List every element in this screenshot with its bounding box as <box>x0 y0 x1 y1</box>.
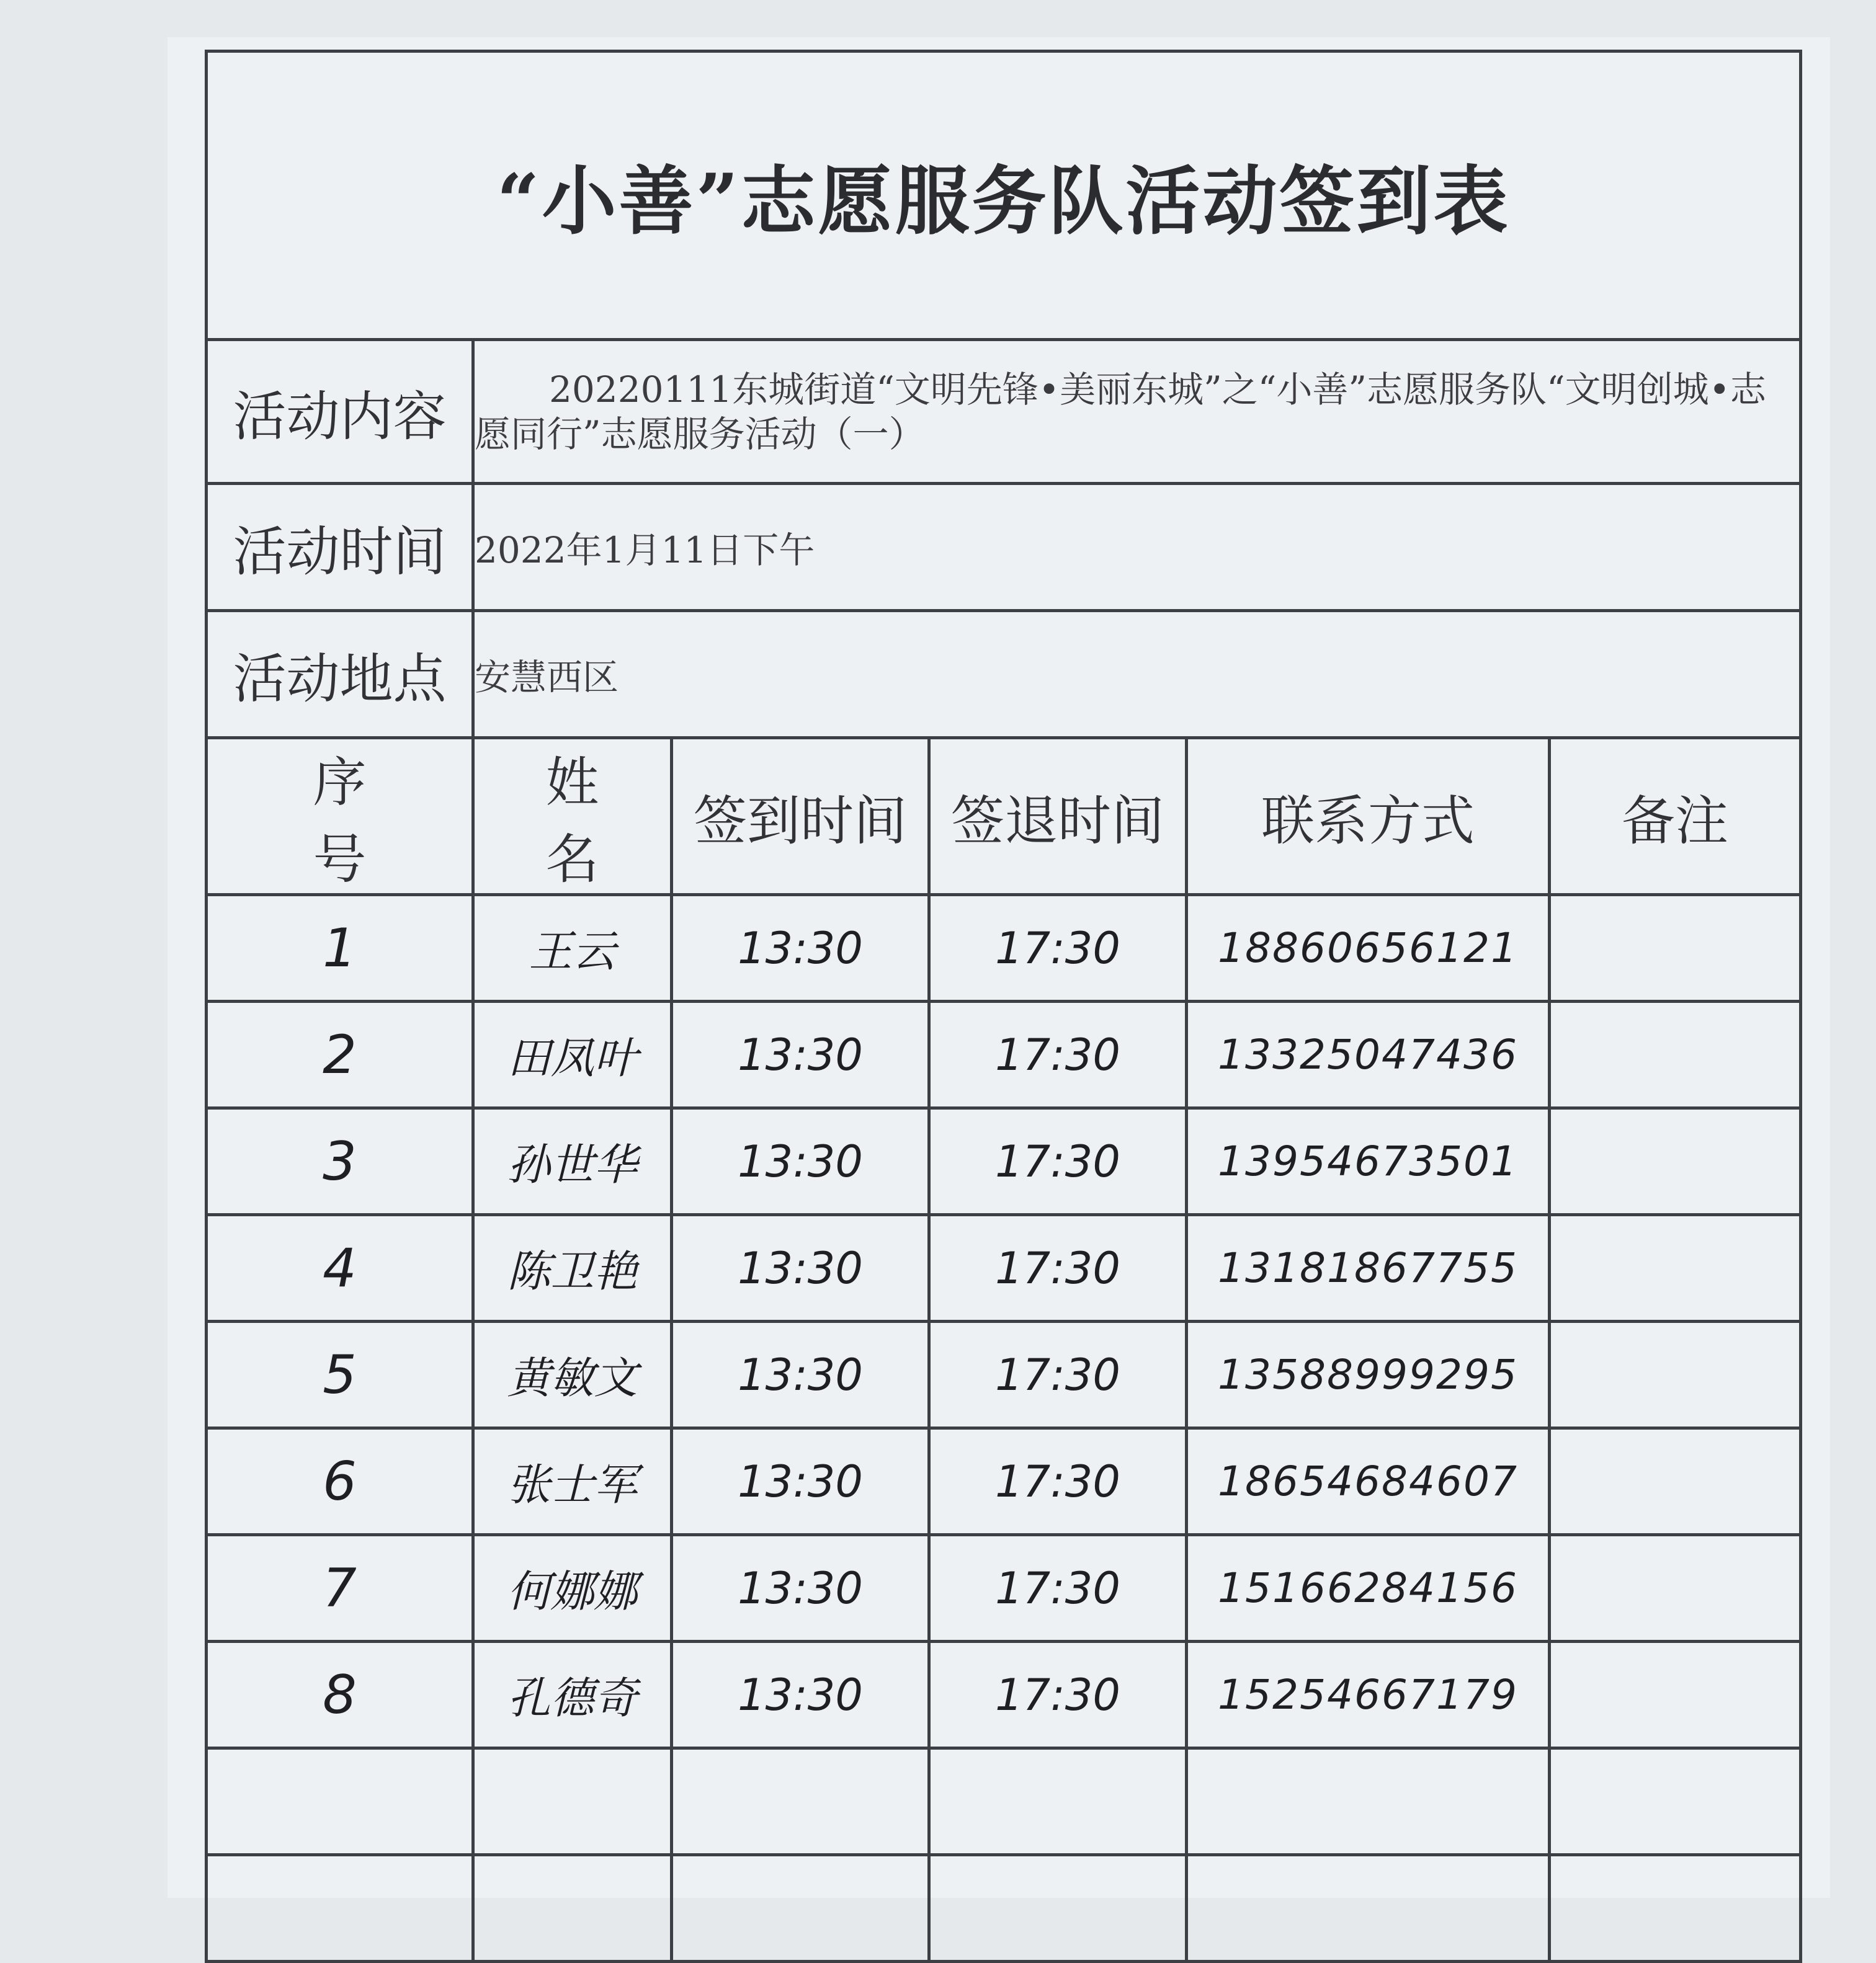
row-note <box>1550 1002 1801 1108</box>
sign-in-form <box>205 50 1802 1963</box>
row-number: 1 <box>207 895 473 1002</box>
header-name: 姓名 <box>473 738 672 895</box>
row-contact: 15166284156 <box>1187 1535 1550 1642</box>
row-contact: 15254667179 <box>1187 1642 1550 1748</box>
row-name: 田凤叶 <box>473 1002 672 1108</box>
row-contact: 13954673501 <box>1187 1108 1550 1215</box>
row-sign-out-time: 17:30 <box>929 1535 1187 1642</box>
table-row <box>207 1535 1801 1642</box>
table-row <box>207 1642 1801 1748</box>
row-sign-out-time: 17:30 <box>929 1642 1187 1748</box>
row-contact: 13181867755 <box>1187 1215 1550 1322</box>
label-content: 活动内容 <box>207 340 473 484</box>
row-name: 孙世华 <box>473 1108 672 1215</box>
header-sign-out: 签退时间 <box>929 738 1187 895</box>
row-number: 2 <box>207 1002 473 1108</box>
row-number: 8 <box>207 1642 473 1748</box>
row-sign-out-time: 17:30 <box>929 895 1187 1002</box>
activity-content <box>473 340 1801 484</box>
row-note <box>1550 1215 1801 1322</box>
row-name: 张士军 <box>473 1428 672 1535</box>
activity-content-text: 20220111东城街道“文明先锋•美丽东城”之“小善”志愿服务队“文明创城•志愿同行”志愿服务活动（一） <box>475 368 1766 455</box>
label-time: 活动时间 <box>207 484 473 611</box>
row-name: 王云 <box>473 895 672 1002</box>
empty-row <box>207 1748 1801 1855</box>
row-sign-in-time: 13:30 <box>672 1002 929 1108</box>
row-note <box>1550 895 1801 1002</box>
activity-time: 2022年1月11日下午 <box>473 484 1801 611</box>
row-note <box>1550 1322 1801 1428</box>
header-note: 备注 <box>1550 738 1801 895</box>
row-sign-in-time: 13:30 <box>672 1108 929 1215</box>
row-note <box>1550 1535 1801 1642</box>
signin-rows <box>207 895 1801 1748</box>
row-sign-out-time: 17:30 <box>929 1108 1187 1215</box>
row-sign-out-time: 17:30 <box>929 1322 1187 1428</box>
table-row <box>207 1322 1801 1428</box>
table-row <box>207 1002 1801 1108</box>
row-name: 何娜娜 <box>473 1535 672 1642</box>
row-number: 6 <box>207 1428 473 1535</box>
row-number: 7 <box>207 1535 473 1642</box>
row-sign-in-time: 13:30 <box>672 1322 929 1428</box>
row-contact: 18654684607 <box>1187 1428 1550 1535</box>
row-note <box>1550 1428 1801 1535</box>
row-number: 4 <box>207 1215 473 1322</box>
row-name: 黄敏文 <box>473 1322 672 1428</box>
row-sign-in-time: 13:30 <box>672 1428 929 1535</box>
row-contact: 18860656121 <box>1187 895 1550 1002</box>
row-contact: 13325047436 <box>1187 1002 1550 1108</box>
row-name: 陈卫艳 <box>473 1215 672 1322</box>
activity-place: 安慧西区 <box>473 611 1801 738</box>
row-sign-out-time: 17:30 <box>929 1002 1187 1108</box>
row-sign-out-time: 17:30 <box>929 1428 1187 1535</box>
row-sign-in-time: 13:30 <box>672 895 929 1002</box>
header-sign-in: 签到时间 <box>672 738 929 895</box>
header-no: 序号 <box>207 738 473 895</box>
table-row <box>207 895 1801 1002</box>
row-number: 3 <box>207 1108 473 1215</box>
table-row <box>207 1428 1801 1535</box>
header-contact: 联系方式 <box>1187 738 1550 895</box>
table-row <box>207 1215 1801 1322</box>
row-sign-out-time: 17:30 <box>929 1215 1187 1322</box>
title-cell <box>207 51 1801 340</box>
row-sign-in-time: 13:30 <box>672 1535 929 1642</box>
row-contact: 13588999295 <box>1187 1322 1550 1428</box>
row-number: 5 <box>207 1322 473 1428</box>
empty-row <box>207 1855 1801 1962</box>
row-note <box>1550 1642 1801 1748</box>
row-note <box>1550 1108 1801 1215</box>
form-title: “小善”志愿服务队活动签到表 <box>496 158 1511 245</box>
label-place: 活动地点 <box>207 611 473 738</box>
row-name: 孔德奇 <box>473 1642 672 1748</box>
row-sign-in-time: 13:30 <box>672 1215 929 1322</box>
row-sign-in-time: 13:30 <box>672 1642 929 1748</box>
table-row <box>207 1108 1801 1215</box>
